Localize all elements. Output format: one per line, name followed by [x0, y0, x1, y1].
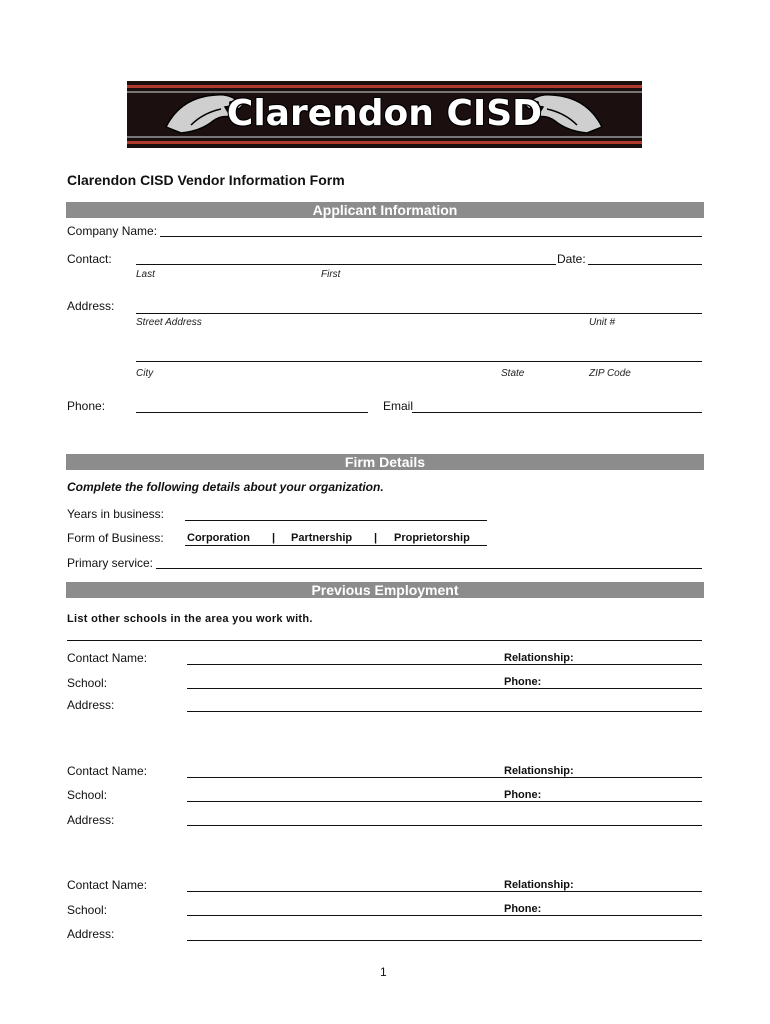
address-label: Address:	[67, 299, 115, 313]
employment-intro-line[interactable]	[67, 640, 702, 641]
page-number: 1	[380, 965, 387, 979]
header-banner-logo	[127, 81, 642, 148]
form-of-business-underline	[185, 545, 487, 546]
company-name-label: Company Name:	[67, 224, 158, 238]
street-address-caption: Street Address	[136, 317, 202, 328]
school-label: School:	[67, 676, 108, 690]
school-label: School:	[67, 903, 108, 917]
city-state-zip-field[interactable]	[136, 361, 702, 362]
separator-1: |	[272, 532, 276, 544]
date-label: Date:	[557, 252, 586, 266]
zip-code-caption: ZIP Code	[589, 368, 631, 379]
phone-label: Phone:	[67, 399, 106, 413]
option-partnership[interactable]: Partnership	[291, 532, 353, 544]
school-field[interactable]	[187, 915, 702, 916]
email-label: Email	[383, 399, 414, 413]
relationship-label: Relationship:	[504, 652, 574, 664]
city-caption: City	[136, 368, 154, 379]
date-field[interactable]	[588, 264, 702, 265]
phone-field[interactable]	[136, 412, 368, 413]
contact-name-field[interactable]	[187, 664, 702, 665]
school-address-label: Address:	[67, 813, 115, 827]
state-caption: State	[501, 368, 525, 379]
school-address-label: Address:	[67, 698, 115, 712]
years-in-business-field[interactable]	[185, 520, 487, 521]
separator-2: |	[374, 532, 378, 544]
contact-label: Contact:	[67, 252, 112, 266]
contact-name-label: Contact Name:	[67, 764, 148, 778]
section-header-firm: Firm Details	[66, 454, 704, 470]
years-in-business-label: Years in business:	[67, 507, 164, 521]
banner-title: Clarendon CISD	[226, 93, 543, 134]
section-header-applicant: Applicant Information	[66, 202, 704, 218]
contact-field[interactable]	[136, 264, 556, 265]
primary-service-label: Primary service:	[67, 556, 154, 570]
company-name-field[interactable]	[160, 236, 702, 237]
school-address-label: Address:	[67, 927, 115, 941]
option-proprietorship[interactable]: Proprietorship	[394, 532, 470, 544]
school-address-field[interactable]	[187, 711, 702, 712]
school-label: School:	[67, 788, 108, 802]
contact-name-label: Contact Name:	[67, 878, 148, 892]
last-name-caption: Last	[136, 269, 155, 280]
first-name-caption: First	[321, 269, 341, 280]
form-title: Clarendon CISD Vendor Information Form	[67, 172, 345, 188]
primary-service-field[interactable]	[156, 568, 702, 569]
form-of-business-label: Form of Business:	[67, 531, 164, 545]
employment-intro: List other schools in the area you work with.	[67, 613, 313, 625]
firm-intro: Complete the following details about your organization.	[67, 480, 384, 494]
school-address-field[interactable]	[187, 825, 702, 826]
contact-name-label: Contact Name:	[67, 651, 148, 665]
relationship-label: Relationship:	[504, 765, 574, 777]
email-field[interactable]	[412, 412, 702, 413]
school-field[interactable]	[187, 801, 702, 802]
street-address-field[interactable]	[136, 313, 702, 314]
relationship-label: Relationship:	[504, 879, 574, 891]
section-header-employment: Previous Employment	[66, 582, 704, 598]
contact-name-field[interactable]	[187, 891, 702, 892]
school-field[interactable]	[187, 688, 702, 689]
option-corporation[interactable]: Corporation	[187, 532, 250, 544]
school-phone-label: Phone:	[504, 789, 542, 801]
school-phone-label: Phone:	[504, 676, 542, 688]
school-address-field[interactable]	[187, 940, 702, 941]
contact-name-field[interactable]	[187, 777, 702, 778]
school-phone-label: Phone:	[504, 903, 542, 915]
unit-caption: Unit #	[589, 317, 616, 328]
